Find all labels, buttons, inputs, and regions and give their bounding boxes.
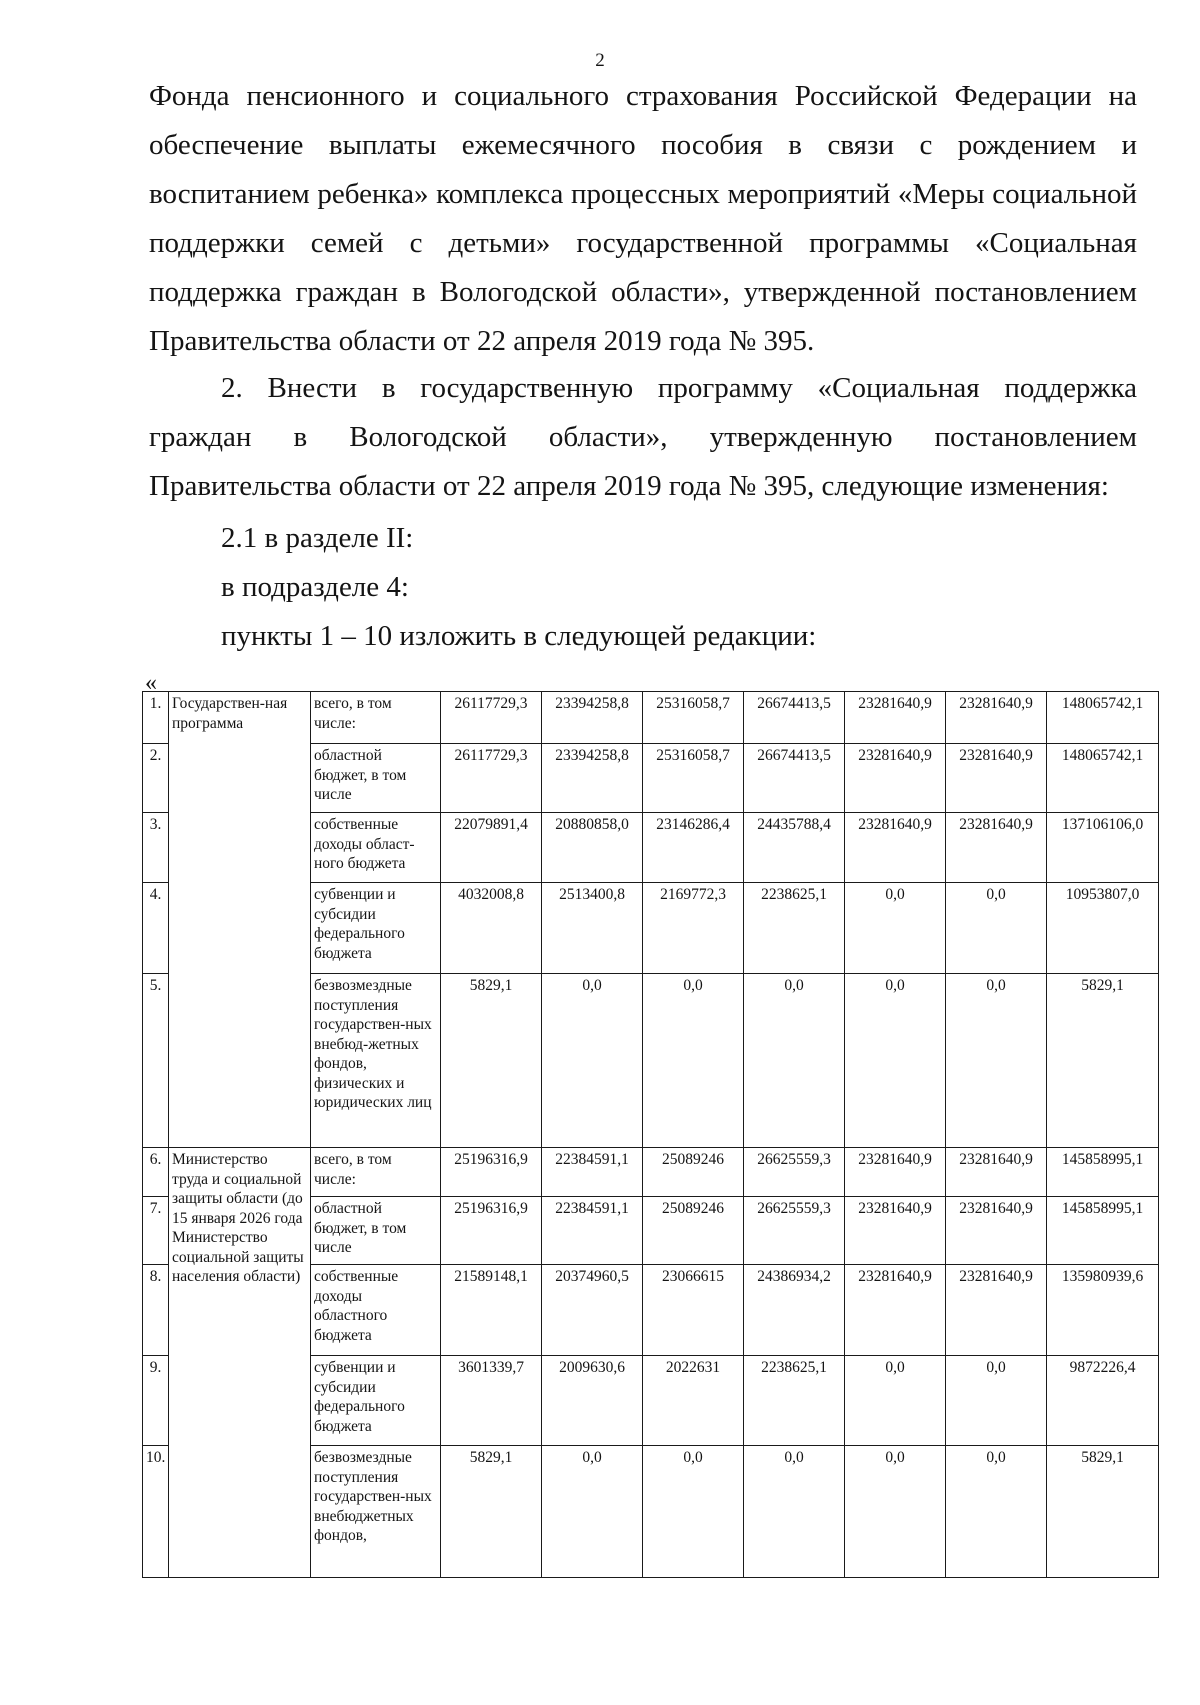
value-cell: 4032008,8 (441, 883, 542, 974)
row-number: 4. (143, 883, 169, 974)
value-cell: 22079891,4 (441, 813, 542, 883)
row-number: 6. (143, 1148, 169, 1197)
value-cell: 5829,1 (441, 974, 542, 1148)
value-cell: 26117729,3 (441, 744, 542, 813)
value-cell: 23281640,9 (946, 744, 1047, 813)
value-cell: 26674413,5 (744, 692, 845, 744)
row-number: 7. (143, 1197, 169, 1265)
table-row (143, 692, 1159, 744)
value-cell: 26117729,3 (441, 692, 542, 744)
value-cell: 26625559,3 (744, 1197, 845, 1265)
value-cell: 23394258,8 (542, 744, 643, 813)
section-line: 2.1 в разделе II: (221, 522, 414, 554)
total-cell: 137106106,0 (1047, 813, 1159, 883)
value-cell: 0,0 (542, 974, 643, 1148)
value-cell: 2238625,1 (744, 1356, 845, 1446)
funding-source: собственные доходы област-ного бюджета (311, 813, 441, 883)
value-cell: 24435788,4 (744, 813, 845, 883)
total-cell: 145858995,1 (1047, 1148, 1159, 1197)
total-cell: 145858995,1 (1047, 1197, 1159, 1265)
budget-table (142, 691, 1159, 1578)
value-cell: 0,0 (946, 1356, 1047, 1446)
value-cell: 23281640,9 (946, 1197, 1047, 1265)
table-row (143, 1148, 1159, 1197)
value-cell: 0,0 (845, 974, 946, 1148)
opening-quote: « (145, 670, 157, 696)
value-cell: 0,0 (946, 883, 1047, 974)
total-cell: 5829,1 (1047, 1446, 1159, 1578)
value-cell: 2513400,8 (542, 883, 643, 974)
value-cell: 25316058,7 (643, 744, 744, 813)
value-cell: 25089246 (643, 1197, 744, 1265)
items-line: пункты 1 – 10 изложить в следующей редакции: (221, 620, 817, 652)
value-cell: 0,0 (643, 1446, 744, 1578)
funding-source: всего, в том числе: (311, 692, 441, 744)
value-cell: 0,0 (845, 1356, 946, 1446)
value-cell: 0,0 (946, 974, 1047, 1148)
value-cell: 23394258,8 (542, 692, 643, 744)
value-cell: 23281640,9 (946, 813, 1047, 883)
row-number: 1. (143, 692, 169, 744)
value-cell: 24386934,2 (744, 1265, 845, 1356)
funding-source: субвенции и субсидии федерального бюджета (311, 1356, 441, 1446)
value-cell: 26625559,3 (744, 1148, 845, 1197)
funding-source: всего, в том числе: (311, 1148, 441, 1197)
value-cell: 0,0 (744, 974, 845, 1148)
total-cell: 9872226,4 (1047, 1356, 1159, 1446)
row-number: 3. (143, 813, 169, 883)
value-cell: 23281640,9 (845, 1265, 946, 1356)
total-cell: 5829,1 (1047, 974, 1159, 1148)
value-cell: 25196316,9 (441, 1148, 542, 1197)
value-cell: 22384591,1 (542, 1197, 643, 1265)
value-cell: 0,0 (845, 1446, 946, 1578)
funding-source: областной бюджет, в том числе (311, 1197, 441, 1265)
value-cell: 0,0 (542, 1446, 643, 1578)
value-cell: 23281640,9 (845, 813, 946, 883)
row-number: 8. (143, 1265, 169, 1356)
value-cell: 2009630,6 (542, 1356, 643, 1446)
subsection-line: в подразделе 4: (221, 571, 409, 603)
value-cell: 0,0 (946, 1446, 1047, 1578)
total-cell: 148065742,1 (1047, 744, 1159, 813)
amendment-paragraph: 2. Внести в государственную программу «Социальная поддержка граждан в Вологодской области», утвержденную постановлением Правительства области от 22 апреля 2019 года № 395, следующие изменения: (149, 372, 1137, 502)
value-cell: 23066615 (643, 1265, 744, 1356)
value-cell: 23281640,9 (946, 1265, 1047, 1356)
value-cell: 22384591,1 (542, 1148, 643, 1197)
funding-source: собственные доходы областного бюджета (311, 1265, 441, 1356)
total-cell: 10953807,0 (1047, 883, 1159, 974)
value-cell: 2238625,1 (744, 883, 845, 974)
page-number: 2 (595, 50, 605, 71)
value-cell: 23146286,4 (643, 813, 744, 883)
value-cell: 23281640,9 (845, 744, 946, 813)
intro-paragraph: Фонда пенсионного и социального страхования Российской Федерации на обеспечение выплаты ежемесячного пособия в связи с рождением и воспитанием ребенка» комплекса процессных мероприятий «Меры социальной поддержки семей с детьми» государственной программы «Социальная поддержка граждан в Вологодской области», утвержденной постановлением Правительства области от 22 апреля 2019 года № 395. (149, 80, 1137, 357)
total-cell: 135980939,6 (1047, 1265, 1159, 1356)
value-cell: 2169772,3 (643, 883, 744, 974)
value-cell: 23281640,9 (845, 692, 946, 744)
funding-source: безвозмездные поступления государствен-ных внебюджетных фондов, (311, 1446, 441, 1578)
value-cell: 0,0 (643, 974, 744, 1148)
total-cell: 148065742,1 (1047, 692, 1159, 744)
row-number: 9. (143, 1356, 169, 1446)
ministry-owner-cell: Министерство труда и социальной защиты области (до 15 января 2026 года Министерство социальной защиты населения области) (169, 1148, 311, 1578)
value-cell: 26674413,5 (744, 744, 845, 813)
value-cell: 5829,1 (441, 1446, 542, 1578)
value-cell: 0,0 (744, 1446, 845, 1578)
value-cell: 25196316,9 (441, 1197, 542, 1265)
row-number: 2. (143, 744, 169, 813)
funding-source: областной бюджет, в том числе (311, 744, 441, 813)
funding-source: безвозмездные поступления государствен-ных внебюд-жетных фондов, физических и юридических лиц (311, 974, 441, 1148)
value-cell: 3601339,7 (441, 1356, 542, 1446)
value-cell: 2022631 (643, 1356, 744, 1446)
row-number: 5. (143, 974, 169, 1148)
value-cell: 23281640,9 (845, 1148, 946, 1197)
value-cell: 25316058,7 (643, 692, 744, 744)
value-cell: 20880858,0 (542, 813, 643, 883)
funding-source: субвенции и субсидии федерального бюджета (311, 883, 441, 974)
value-cell: 23281640,9 (946, 692, 1047, 744)
program-owner-cell: Государствен-ная программа (169, 692, 311, 1148)
value-cell: 21589148,1 (441, 1265, 542, 1356)
value-cell: 20374960,5 (542, 1265, 643, 1356)
value-cell: 23281640,9 (946, 1148, 1047, 1197)
value-cell: 23281640,9 (845, 1197, 946, 1265)
value-cell: 25089246 (643, 1148, 744, 1197)
value-cell: 0,0 (845, 883, 946, 974)
row-number: 10. (143, 1446, 169, 1578)
